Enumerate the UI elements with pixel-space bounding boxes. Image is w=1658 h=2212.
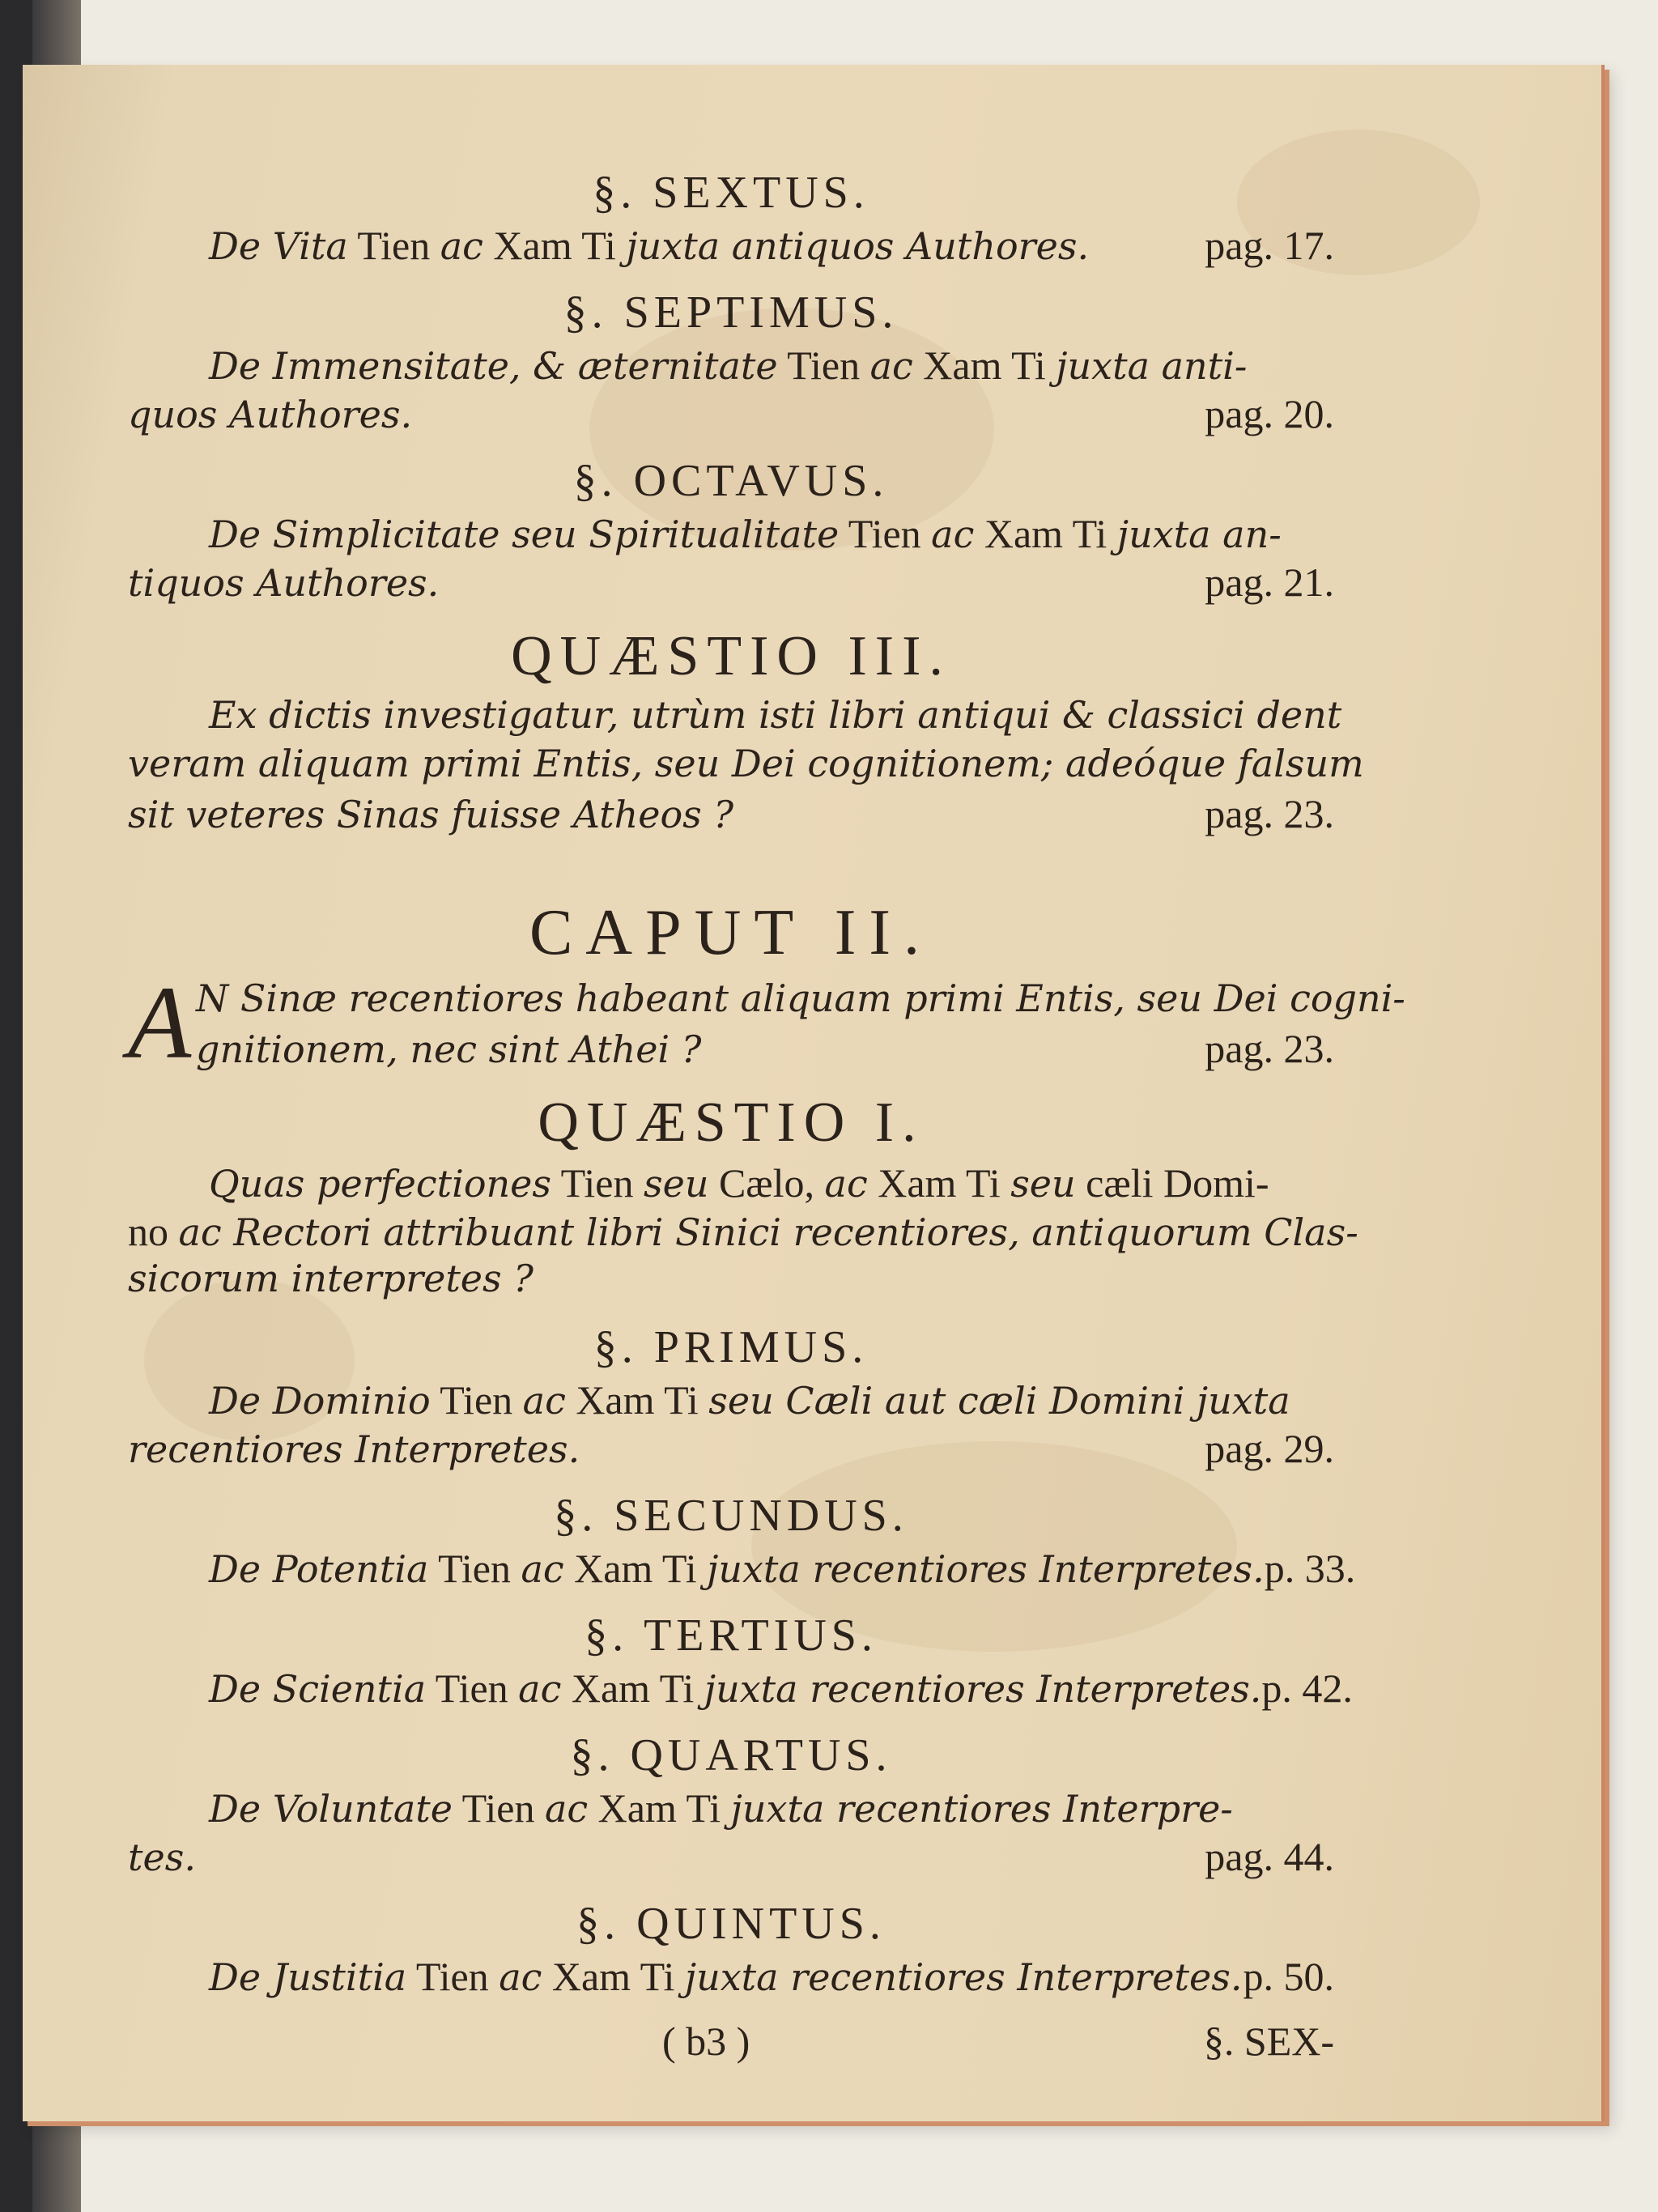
text-segment: Tien	[347, 223, 440, 268]
toc-entry-line	[128, 513, 1334, 562]
toc-entry-line	[128, 1956, 1334, 2005]
text-segment: ac	[869, 344, 913, 388]
text-segment: tiquos Authores.	[128, 561, 440, 605]
text-segment: no	[128, 1209, 179, 1254]
toc-entry-line	[128, 693, 1342, 745]
text-segment: Xam Ti	[563, 1546, 708, 1591]
quaestio-heading: QUÆSTIO I.	[538, 1091, 925, 1154]
entry-text	[209, 1956, 1242, 1997]
entry-text	[128, 1427, 580, 1471]
text-segment: juxta an-	[1116, 513, 1282, 556]
text-segment: Xam Ti	[483, 223, 627, 268]
text-segment: ac	[518, 1667, 562, 1711]
signature-mark: ( b3 )	[662, 2018, 750, 2064]
entry-text	[128, 742, 1364, 785]
section-heading: §. SEPTIMUS.	[563, 287, 899, 338]
entry-text	[209, 342, 1248, 388]
toc-entry-line	[128, 1546, 1356, 1597]
page-reference: pag. 44.	[1205, 1834, 1334, 1879]
text-segment: ac	[522, 1379, 566, 1423]
toc-entry-line	[128, 1377, 1334, 1428]
toc-entry-line	[128, 1028, 1334, 1077]
entry-text	[128, 1836, 196, 1879]
page-reference: pag. 17.	[1205, 223, 1334, 268]
text-segment: Tien	[551, 1160, 644, 1206]
table-of-contents	[128, 154, 1405, 2064]
chapter-heading: CAPUT II.	[529, 897, 933, 968]
text-segment: Xam Ti	[542, 1954, 685, 1999]
text-segment: juxta anti-	[1056, 344, 1248, 388]
toc-entry-line	[128, 742, 1364, 793]
entry-text	[209, 1665, 1262, 1711]
catchword: §. SEX-	[1203, 2018, 1334, 2064]
toc-entry-line	[128, 342, 1334, 393]
text-segment: ac	[499, 1955, 542, 1999]
entry-text	[209, 1377, 1290, 1423]
text-segment: seu	[1010, 1162, 1076, 1206]
toc-entry-line	[128, 1665, 1353, 1716]
page-footer	[128, 2018, 1334, 2064]
book-page	[23, 65, 1605, 2121]
toc-entry-line	[128, 393, 1334, 442]
section-heading: §. SEXTUS.	[593, 168, 869, 218]
entry-text	[128, 793, 734, 836]
text-segment: Xam Ti	[867, 1160, 1011, 1206]
text-segment: juxta recentiores Interpretes.	[707, 1547, 1265, 1591]
text-segment: Xam Ti	[588, 1785, 731, 1831]
text-segment: ac	[440, 224, 483, 268]
text-segment: De Justitia	[209, 1955, 407, 1999]
page-reference: pag. 21.	[1205, 559, 1334, 605]
toc-entry-line	[128, 793, 1334, 842]
section-heading: §. QUARTUS.	[570, 1730, 892, 1780]
text-segment: Tien	[839, 511, 932, 556]
page-reference: pag. 29.	[1205, 1426, 1334, 1471]
text-segment: Xam Ti	[561, 1665, 704, 1711]
entry-text	[209, 513, 1282, 554]
text-segment: De Potentia	[209, 1547, 429, 1591]
toc-entry-line	[128, 559, 1334, 610]
text-segment: ac	[521, 1547, 564, 1591]
page-reference: pag. 20.	[1205, 391, 1334, 436]
section-heading: §. SECUNDUS.	[554, 1491, 908, 1541]
toc-entry-line	[128, 1785, 1334, 1836]
text-segment: Ex dictis investigatur, utrùm isti libri antiqui & classici dent	[209, 693, 1342, 737]
text-segment: ac	[544, 1787, 589, 1831]
text-segment: quos Authores.	[128, 393, 413, 436]
entry-text	[209, 225, 1089, 266]
page-reference: p. 50.	[1243, 1954, 1334, 1999]
text-segment: ac Rectori attribuant libri Sinici recentiores, antiquorum Clas-	[178, 1210, 1358, 1254]
text-segment: Quas perfectiones	[209, 1162, 552, 1206]
text-segment: seu Cæli aut cæli Domini juxta	[708, 1379, 1290, 1423]
text-segment: veram aliquam primi Entis, seu Dei cognitionem; adeóque falsum	[128, 742, 1364, 785]
entry-text	[128, 561, 440, 605]
text-segment: ac	[824, 1162, 868, 1206]
toc-entry-line	[128, 1257, 1334, 1308]
entry-text	[209, 693, 1342, 737]
text-segment: De Immensitate, & æternitate	[209, 344, 778, 388]
text-segment: Tien	[426, 1665, 519, 1711]
entry-text	[128, 1211, 1358, 1252]
text-segment: sit veteres Sinas fuisse Atheos ?	[128, 793, 734, 836]
section-heading: §. TERTIUS.	[585, 1610, 878, 1661]
text-segment: juxta recentiores Interpretes.	[684, 1955, 1243, 1999]
text-segment: juxta antiquos Authores.	[626, 224, 1090, 268]
text-segment: Tien	[428, 1546, 521, 1591]
section-heading: §. QUINTUS.	[576, 1899, 886, 1949]
quaestio-heading: QUÆSTIO III.	[511, 625, 951, 687]
toc-entry-line	[128, 1836, 1334, 1885]
page-reference: p. 33.	[1264, 1546, 1356, 1591]
section-heading: §. PRIMUS.	[593, 1322, 869, 1372]
entry-text	[128, 1257, 534, 1300]
text-segment: Xam Ti	[974, 511, 1117, 556]
text-segment: Tien	[453, 1785, 545, 1831]
text-segment: seu	[643, 1162, 709, 1206]
text-segment: Tien	[430, 1377, 523, 1423]
entry-text	[209, 1548, 1265, 1589]
text-segment: De Vita	[209, 224, 348, 268]
text-segment: tes.	[128, 1836, 196, 1879]
entry-text	[128, 976, 1405, 1020]
text-segment: gnitionem, nec sint Athei ?	[196, 1027, 702, 1071]
text-segment: De Voluntate	[209, 1787, 453, 1831]
text-segment: recentiores Interpretes.	[128, 1427, 580, 1471]
text-segment: De Dominio	[209, 1379, 431, 1423]
entry-text	[209, 1785, 1233, 1831]
entry-text	[128, 1027, 702, 1071]
entry-text	[128, 393, 413, 436]
toc-entry-line	[128, 225, 1334, 274]
section-heading: §. OCTAVUS.	[573, 456, 889, 506]
page-reference: p. 42.	[1261, 1665, 1353, 1711]
page-reference: pag. 23.	[1205, 1026, 1334, 1071]
toc-entry-line	[128, 1209, 1358, 1260]
text-segment: N Sinæ recentiores habeant aliquam primi Entis, seu Dei cogni-	[196, 976, 1405, 1020]
text-segment: Cælo,	[708, 1160, 825, 1206]
toc-entry-line	[128, 1160, 1334, 1211]
drop-capital: A	[128, 965, 192, 1080]
text-segment: Tien	[777, 342, 870, 388]
page-reference: pag. 23.	[1205, 791, 1334, 836]
entry-text	[209, 1160, 1269, 1206]
text-segment: De Simplicitate seu Spiritualitate	[209, 513, 840, 556]
text-segment: De Scientia	[209, 1667, 427, 1711]
text-segment: sicorum interpretes ?	[128, 1257, 534, 1300]
text-segment: cæli Domi-	[1075, 1160, 1269, 1206]
toc-entry-line	[128, 1428, 1334, 1477]
text-segment: Xam Ti	[565, 1377, 709, 1423]
text-segment: Tien	[406, 1954, 500, 1999]
text-segment: juxta recentiores Interpre-	[730, 1787, 1233, 1831]
text-segment: juxta recentiores Interpretes.	[704, 1667, 1262, 1711]
text-segment: ac	[931, 513, 975, 556]
text-segment: Xam Ti	[912, 342, 1056, 388]
